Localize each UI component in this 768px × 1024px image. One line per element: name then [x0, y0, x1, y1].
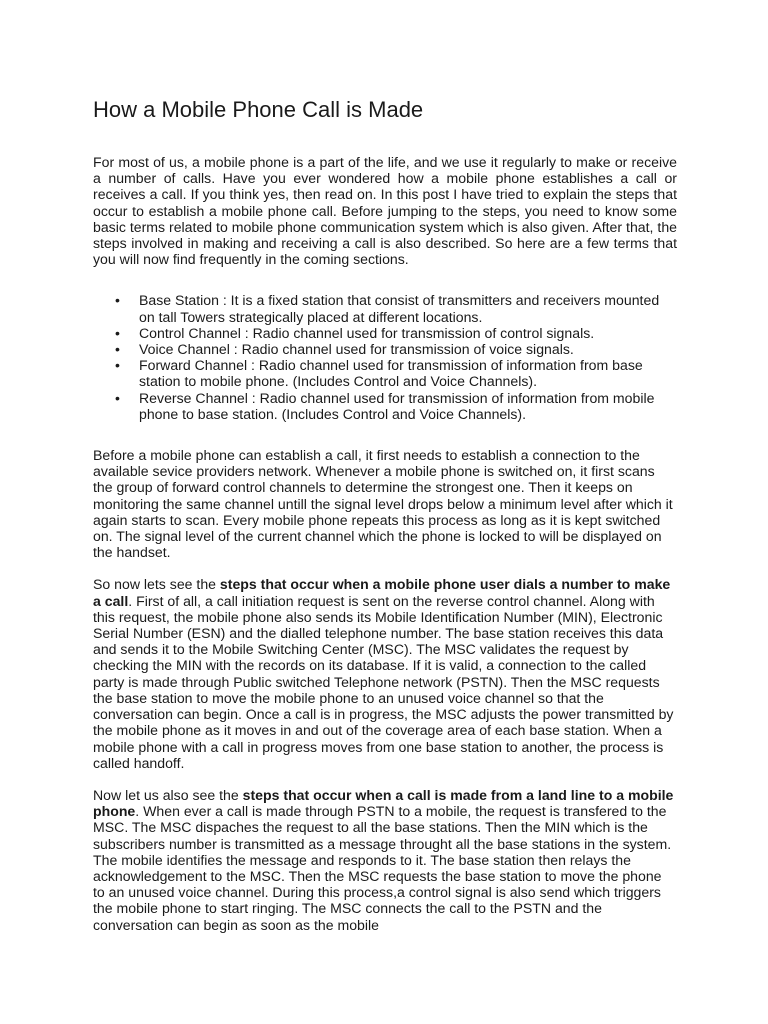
term-control-channel: Control Channel : Radio channel used for transmission of control signals. [139, 324, 595, 341]
term-base-station: Base Station : It is a fixed station that consist of transmitters and receivers mounted on tall Towers strategically placed at different locations. [139, 292, 660, 325]
bullet-icon: • [115, 341, 120, 358]
bullet-icon: • [115, 292, 120, 309]
landline-call-paragraph [93, 787, 677, 933]
term-reverse-channel: Reverse Channel : Radio channel used for transmission of information from mobile phone to base station. (Includes Control and Voice Channels). [139, 389, 655, 422]
term-forward-channel: Forward Channel : Radio channel used for transmission of information from base station to mobile phone. (Includes Control and Voice Channels). [139, 357, 643, 390]
landline-bold-text: steps that occur when a call is made from a land line to a mobile phone [93, 786, 674, 820]
list-item [93, 292, 677, 324]
term-voice-channel: Voice Channel : Radio channel used for transmission of voice signals. [139, 341, 574, 358]
bullet-icon: • [115, 357, 120, 374]
list-item [93, 390, 677, 422]
landline-rest-text: . When ever a call is made through PSTN to a mobile, the request is transfered to the MSC. The MSC dispaches the request to all the base stations. Then the MIN which is the subscribers number is transmitted as a message throught all the base stations in the system. The mobile identifies the message and responds to it. The base station then relays the acknowledgement to the MSC. Then the MSC requests the base station to move the phone to an unused voice channel. During this process,a control signal is also send which triggers the mobile phone to start ringing. The MSC connects the call to the PSTN and the conversation can begin as soon as the mobile [93, 803, 672, 933]
dial-bold-text: steps that occur when a mobile phone user dials a number to make a call [93, 576, 671, 609]
page-title: How a Mobile Phone Call is Made [93, 97, 424, 122]
list-item [93, 341, 677, 357]
list-item [93, 325, 677, 341]
dial-lead-text: So now lets see the [93, 576, 220, 593]
list-item [93, 357, 677, 389]
terms-list [93, 292, 677, 422]
intro-paragraph: For most of us, a mobile phone is a part of the life, and we use it regularly to make or receive a number of calls. Have you ever wondered how a mobile phone establishes a call or receives a call. If you think yes, then read on. In this post I have tried to explain the steps that occur to establish a mobile phone call. Before jumping to the steps, you need to know some basic terms related to mobile phone communication system which is also given. After that, the steps involved in making and receiving a call is also described. So here are a few terms that you will now find frequently in the coming sections. [93, 154, 677, 268]
dial-rest-text: . First of all, a call initiation request is sent on the reverse control channel. Along with this request, the mobile phone also sends its Mobile Identification Number (MIN), Electronic Serial Number (ESN) and the dialled telephone number. The base station receives this data and sends it to the Mobile Switching Center (MSC). The MSC validates the request by checking the MIN with the records on its database. If it is valid, a connection to the called party is made through Public switched Telephone network (PSTN). Then the MSC requests the base station to move the mobile phone to an unused voice channel so that the conversation can begin. Once a call is in progress, the MSC adjusts the power transmitted by the mobile phone as it moves in and out of the coverage area of each base station. When a mobile phone with a call in progress moves from one base station to another, the process is called handoff. [93, 592, 674, 771]
dial-call-paragraph [93, 576, 677, 770]
connection-paragraph: Before a mobile phone can establish a call, it first needs to establish a connection to the available sevice providers network. Whenever a mobile phone is switched on, it first scans the group of forward control channels to determine the strongest one. Then it keeps on monitoring the same channel untill the signal level drops below a minimum level after which it again starts to scan. Every mobile phone repeats this process as long as it is kept switched on. The signal level of the current channel which the phone is locked to will be displayed on the handset. [93, 447, 673, 561]
document-page [93, 94, 677, 933]
bullet-icon: • [115, 324, 120, 341]
bullet-icon: • [115, 389, 120, 406]
landline-lead-text: Now let us also see the [93, 786, 243, 803]
